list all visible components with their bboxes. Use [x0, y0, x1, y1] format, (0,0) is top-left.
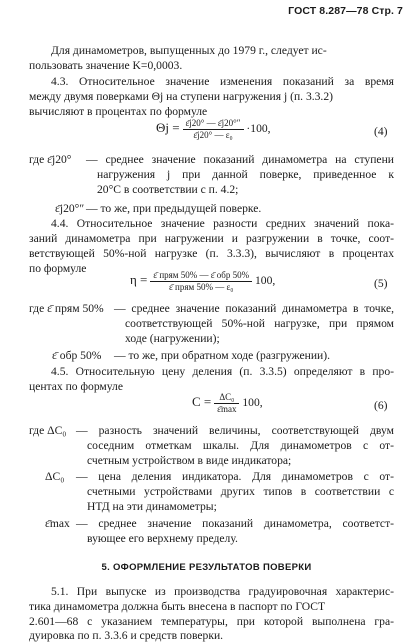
d4-desc-1-line-2: нагружения j при данной поверке, приведенное к [97, 168, 394, 181]
d5-term-2: ε̄ обр 50% [52, 349, 102, 362]
d6-desc-1-line-1: — разность значений величины, соответствующей двум [76, 424, 394, 437]
formula-6-fraction [214, 392, 239, 415]
p51-line-3: 2.601—68 с указанием температуры, при которой выполнена гра- [29, 615, 394, 628]
p44-line-4: по формуле [29, 262, 87, 275]
d6-desc-3-line-2: вующее его верхнему пределу. [87, 532, 238, 545]
formula-4 [156, 118, 271, 141]
d4-desc-1-line-1: — среднее значение показаний динамометра на ступени [86, 153, 394, 166]
formula-5 [130, 270, 275, 293]
d5-desc-1-line-3: ходе (нагружении); [125, 332, 220, 345]
p51-line-2: тика динамометра должна быть внесена в паспорт по ГОСТ [29, 600, 326, 613]
p43-line-2: между двумя поверками Θj на ступени нагружения j (п. 3.3.2) [29, 90, 333, 103]
formula-4-lhs: Θj = [156, 120, 180, 136]
d5-term-1: где ε̄ прям 50% [29, 302, 104, 315]
d5-desc-1-line-1: — среднее значение показаний динамометра в точке, [114, 302, 394, 315]
d6-term-2: ΔC₀ [45, 470, 65, 483]
intro-line-2: пользовать значение K=0,0003. [29, 59, 183, 72]
d4-desc-1-line-3: 20°С в соответствии с п. 4.2; [97, 183, 239, 196]
formula-5-number: (5) [374, 277, 388, 290]
intro-line-1: Для динамометров, выпущенных до 1979 г., следует ис- [51, 44, 327, 57]
d4-term-1: где ε̄j20° [29, 153, 72, 166]
d6-desc-1-line-2: соседним отметкам шкалы. Для динамометров с от- [87, 439, 394, 452]
formula-5-tail: 100, [255, 274, 276, 288]
d6-desc-3-line-1: — среднее значение показаний динамометра, соответст- [76, 517, 394, 530]
p51-line-1: 5.1. При выпуске из производства градуировочная характерис- [51, 585, 394, 598]
p44-line-1: 4.4. Относительное значение разности средних значений пока- [51, 217, 394, 230]
formula-5-numerator: ε̄ прям 50% — ε̄ обр 50% [150, 270, 252, 282]
formula-6 [192, 392, 263, 415]
formula-6-number: (6) [374, 399, 388, 412]
d4-term-2: ε̄j20°″ [55, 202, 85, 215]
p45-line-2: центах по формуле [29, 380, 123, 393]
formula-4-denominator: ε̄j20° — ε₀ [193, 130, 233, 140]
formula-4-tail: ·100, [246, 122, 271, 136]
d4-desc-2-line-1: — то же, при предыдущей поверке. [86, 202, 262, 215]
p43-line-3: вычисляют в процентах по формуле [29, 105, 208, 118]
p43-line-1: 4.3. Относительное значение изменения показаний за время [51, 75, 394, 88]
formula-5-fraction [150, 270, 252, 293]
p45-line-1: 4.5. Относительную цену деления (п. 3.3.5) определяют в про- [51, 365, 394, 378]
p51-line-4: дуировка по п. 3.3.6 и средств поверки. [29, 629, 224, 642]
d6-desc-1-line-3: счетным устройством в виде индикатора; [87, 454, 292, 467]
formula-4-fraction [183, 118, 244, 141]
formula-6-lhs: C = [192, 394, 212, 410]
formula-6-numerator: ΔC₀ [214, 392, 239, 404]
formula-4-numerator: ε̄j20° — ε̄j20°″ [183, 118, 244, 130]
d6-desc-2-line-1: — цена деления индикатора. Для динамометров с от- [76, 470, 394, 483]
d6-term-3: ε̄max [45, 517, 70, 530]
formula-6-tail: 100, [242, 396, 263, 410]
formula-5-lhs: η = [130, 272, 148, 288]
formula-4-number: (4) [374, 125, 388, 138]
section-5-title: 5. ОФОРМЛЕНИЕ РЕЗУЛЬТАТОВ ПОВЕРКИ [101, 562, 312, 573]
formula-6-denominator: ε̄max [217, 404, 237, 414]
formula-5-denominator: ε̄ прям 50% — ε₀ [169, 282, 234, 292]
p44-line-2: заний динамометра при нагружении и разгружении в точке, соот- [29, 232, 394, 245]
d6-term-1: где ΔC₀ [29, 424, 67, 437]
p44-line-3: ветствующей 50%-ной нагрузке (п. 3.3.3), вычисляют в процентах [29, 247, 394, 260]
d6-desc-2-line-2: счетными устройствами других типов в соответствии с [87, 485, 394, 498]
d6-desc-2-line-3: НТД на эти динамометры; [87, 500, 217, 513]
page-header: ГОСТ 8.287—78 Стр. 7 [288, 5, 403, 17]
d5-desc-1-line-2: соответствующей 50%-ной нагрузке, при прямом [125, 317, 394, 330]
d5-desc-2-line-1: — то же, при обратном ходе (разгружении). [114, 349, 330, 362]
